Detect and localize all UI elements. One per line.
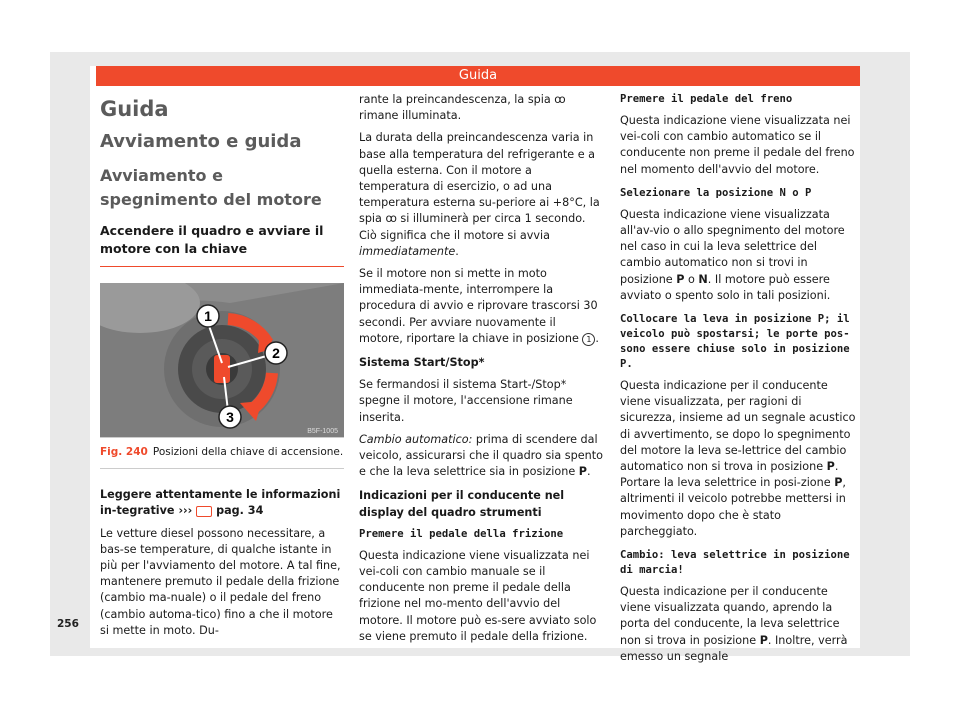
text: . [586,465,591,479]
heading-accendere-quadro: Accendere il quadro e avviare il motore con la chiave [100,222,344,267]
text-bold: N [698,272,708,286]
text: Questa indicazione per il conducente viene visualizzata, per ragioni di sicurezza, insieme ad un segnale acustico di avvertimento, se dopo lo spegnimento del motore la leva se-lettrice del cambio automatico non si trova in posizione [620,379,856,474]
paragraph-frizione: Questa indicazione viene visualizzata nei vei-coli con cambio manuale se il conducente non preme il pedale della frizione nel mo-mento dell'avvio del motore. Il motore può es-sere avviato solo se viene premuto il pedale della frizione. [359,548,597,643]
text: si illuminerà per circa 1 secondo. Ciò significa che il motore si avvia [359,212,586,242]
column-3 [620,92,860,671]
text: , altrimenti il veicolo potrebbe mettersi in movimento dopo che è stato parcheggiato. [620,476,846,538]
heading-guida: Guida [100,97,169,121]
text-bold: P [826,460,835,474]
display-message-freno: Premere il pedale del freno [620,93,793,105]
column-1 [100,92,344,645]
display-message-n-p: Selezionare la posizione N o P [620,186,812,199]
text-bold: P [676,272,685,286]
paragraph-preincandescenza [359,92,603,124]
text: . Inoltre, verrà emesso un segnale [620,633,848,663]
text: Se il motore non si mette in moto immediata-mente, interrompere la procedura di avvio e riprovare trascorsi 30 secondi. Per avviare nuovamente il motore, riportare la chiave in posizione [359,267,598,345]
figure-caption-text: Posizioni della chiave di accensione. [152,446,344,458]
position-ref-1: 1 [582,333,595,346]
callout-3: 3 [226,409,234,425]
paragraph-cambio-automatico [359,432,603,481]
callout-2: 2 [272,345,280,361]
display-message-frizione: Premere il pedale della frizione [359,527,564,540]
column-2 [359,92,603,651]
text-bold: P [578,465,587,479]
figure-caption [100,444,344,469]
text: La durata della preincandescenza varia in base alla temperatura del refrigerante e a quella esterna. Con il motore a temperatura di esercizio, o ad una temperatura esterna su-periore ai +8°C, la spia [359,131,600,226]
glow-plug-icon: ꝏ [554,93,566,106]
text-bold: P [759,633,768,647]
paragraph-riprovare [359,266,603,347]
text: Questa indicazione viene visualizzata all'av-vio o allo spegnimento del motore nel caso in cui la leva selettrice del cambio automatico non si trovi in posizione [620,207,845,286]
heading-start-stop: Sistema Start/Stop* [359,356,485,370]
lead-bold-text: Leggere attentamente le informazioni in-tegrative [100,488,341,518]
ignition-key-figure [100,283,344,438]
heading-indicazioni: Indicazioni per il conducente nel display del quadro strumenti [359,489,565,519]
page-number: 256 [57,618,79,630]
text-bold: P [834,476,843,490]
paragraph-durata [359,130,603,260]
text: prima di scendere dal veicolo, assicurarsi che il quadro sia spento e che la leva selettrice sia in posizione [359,432,603,479]
display-message-collocare: Collocare la leva in posizione P; il veicolo può spostarsi; le porte pos-sono essere chiuse solo in posizione P. [620,313,850,371]
lead-paragraph [100,487,344,519]
section-header: Guida [96,66,860,86]
text-italic: immediatamente [359,244,456,258]
text: . Portare la leva selettrice in posi-zione [620,460,839,490]
text: rimane illuminata. [359,109,462,123]
paragraph-diesel: Le vetture diesel possono necessitare, a bas-se temperature, di qualche istante in più per l'avviamento del motore. A tal fine, mantenere premuto il pedale della frizione (cambio ma-nuale) o il pedale del freno (cambio automa-tico) fino a che il motore si mette in moto. Du- [100,526,341,637]
text-italic: Cambio automatico: [359,432,473,446]
ignition-illustration [100,283,344,437]
glow-plug-icon: ꝏ [385,212,397,226]
paragraph-marcia [620,584,860,665]
text: o [684,272,699,286]
paragraph-n-p [620,207,860,304]
display-message-marcia: Cambio: leva selettrice in posizione di marcia! [620,549,850,577]
figure-number: Fig. 240 [100,446,148,458]
reference-arrows: ››› [178,504,193,518]
paragraph-collocare [620,378,860,540]
text: . [455,244,459,258]
figure-code: B5F-1005 [307,428,338,435]
book-icon [196,506,212,517]
heading-avviamento-spegnimento: Avviamento e spegnimento del motore [100,166,322,209]
text: rante la preincandescenza, la spia [359,93,555,106]
heading-avviamento-guida: Avviamento e guida [100,131,302,152]
paragraph-freno: Questa indicazione viene visualizzata nei vei-coli con cambio automatico se il conducente non preme il pedale del freno nel momento dell'avvio del motore. [620,114,855,176]
text: . [595,331,599,345]
text: Questa indicazione per il conducente viene visualizzata quando, aprendo la porta del conducente, la leva selettrice non si trova in posizione [620,585,840,647]
page-reference-link[interactable]: pag. 34 [216,504,264,518]
text: . Il motore può essere avviato o spento solo in tali posizioni. [620,272,831,302]
callout-1: 1 [204,308,212,324]
paragraph-start-stop: Se fermandosi il sistema Start-/Stop* spegne il motore, l'accensione rimane inserita. [359,378,573,424]
